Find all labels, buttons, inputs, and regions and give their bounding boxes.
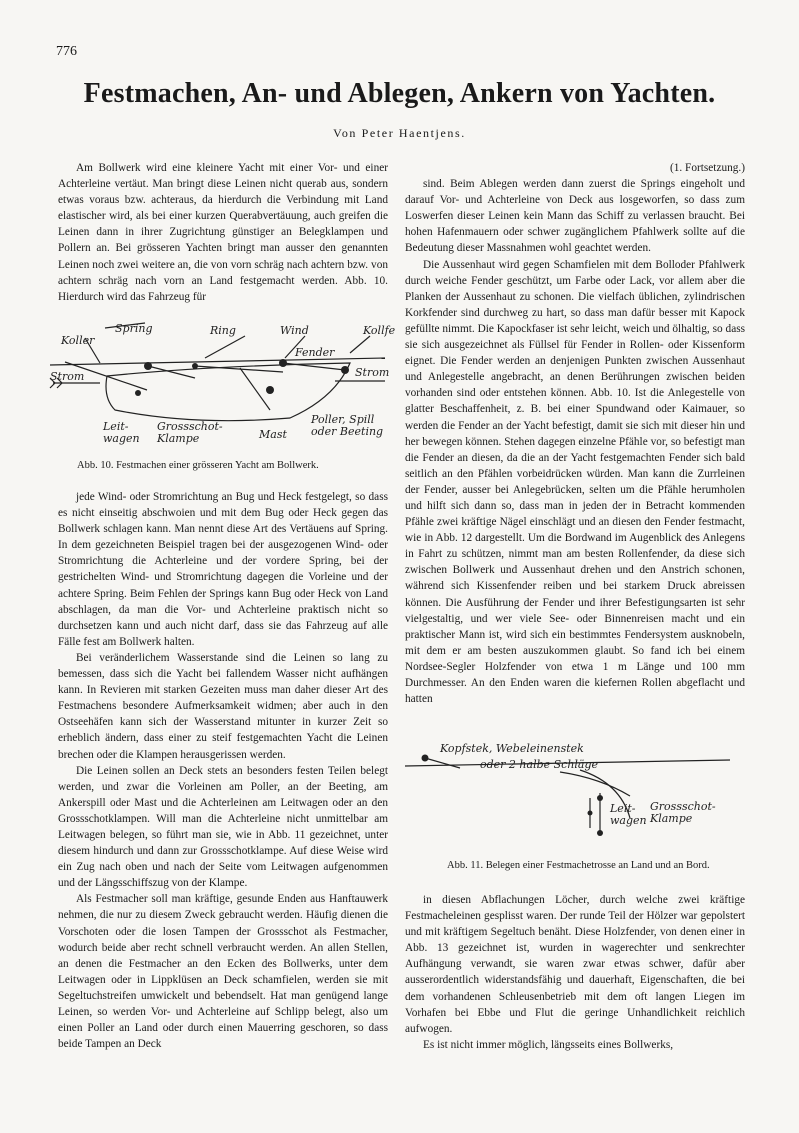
column-right-bottom: [405, 892, 745, 1053]
figure-10-caption: Abb. 10. Festmachen einer grösseren Yacht am Bollwerk.: [77, 460, 319, 471]
fig10-label-grossschot: Grossschot-Klampe: [157, 420, 223, 445]
fig10-label-mast: Mast: [259, 428, 287, 441]
fig10-label-leitwagen: Leit-wagen: [103, 420, 140, 445]
fig10-label-ring: Ring: [210, 324, 236, 337]
paragraph: jede Wind- oder Stromrichtung an Bug und Heck festgelegt, so dass es nicht einseitig abschwoien und mit dem Bug oder Heck gegen das Bollwerk schlagen kann. Man nennt diese Art des Vertäuens auf Spring. In dem gezeichneten Beispiel tragen bei der ausgezogenen Wind- oder Stromrichtung die Achterleine und der vordere Spring, bei der gestrichelten Wind- und Stromrichtung dagegen die Vorleine und der achtere Spring. Beim Fehlen der Springs kann Bug oder Heck von Land abschlagen, da man die Vor- und Achterleine praktisch nicht so durchsetzen kann und auch nicht darf, dass sie das Fahrzeug auf alle Fälle fest am Bollwerk halten.: [58, 491, 388, 648]
fig10-label-poller: Poller, Spill oder Beeting: [311, 413, 384, 438]
paragraph: Am Bollwerk wird eine kleinere Yacht mit einer Vor- und einer Achterleine vertäut. Man bringt diese Leinen nicht querab aus, sondern etwas voraus bzw. achteraus, da hierdurch die Verbindung mit Land elastischer wird, als bei einer kurzen Querabvertäuung, auch greifen die Leinen dann in ihrer Zugrichtung günstiger an Belegklampen und Pollern an. Bei grösseren Yachten bringt man ausser den genannten Leinen noch zwei weitere an, die von vorn schräg nach achtern bzw. von achtern schräg nach vorn an Land festgemacht werden. Abb. 10. Hierdurch wird das Fahrzeug für: [58, 162, 388, 303]
fig10-label-strom-right: Strom: [355, 366, 390, 379]
page-number: 776: [56, 44, 77, 59]
fig10-label-wind: Wind: [280, 324, 309, 337]
paragraph: Als Festmacher soll man kräftige, gesunde Enden aus Hanftauwerk nehmen, die nur zu diesem Zweck gebraucht werden. Häufig dienen die Vorschoten oder die losen Tampen der Grossschot als Festmacher, wodurch beide aber recht schnell verbraucht werden. An allen Stellen, an denen die Festmacher an den Ecken des Bollwerks, unter dem Leitwagen oder in Lippklüsen an Deck schamfielen, werden sie mit Segeltuchstreifen umwickelt und bebendselt. Hat man genügend lange Leinen, so werden Vor- und Achterleine auf Schlipp belegt, also um einen Poller an Land oder durch einen Mauerring geschoren, so dass beide Tampen an Deck: [58, 893, 388, 1051]
column-left-top: [58, 160, 388, 305]
paragraph: sind. Beim Ablegen werden dann zuerst die Springs eingeholt und darauf Vor- und Achterleine von Deck aus losgeworfen, so dass zum Loswerfen dieser Leinen kein Mann das Schiff zu verlassen braucht. Bei hohen Hafenmauern oder schwer zugänglichem Pfahlwerk sollte auf die Bedeutung dieser Massnahmen wohl geachtet werden.: [405, 178, 745, 255]
column-left-bottom: [58, 489, 388, 1052]
paragraph: Die Leinen sollen an Deck stets an besonders festen Teilen belegt werden, und zwar die Vorleinen am Poller, an der Beeting, am Ankerspill oder Mast und die Achterleinen am Leitwagen oder an den Grossschotklampen. Will man die Achterleine nicht unmittelbar am Leitwagen belegen, so führt man sie, wie in Abb. 11 gezeichnet, unter diesem hindurch und dann zur Grossschotklampe. Auf diese Weise wird ein Zug nach oben und nach der Seite vom Leitwagen aufgenommen und der Längsschiffszug von der Klampe.: [58, 764, 388, 890]
fig11-label-grossschot: Grossschot-Klampe: [650, 800, 716, 825]
article-title: Festmachen, An- und Ablegen, Ankern von Yachten.: [83, 78, 716, 109]
figure-11-caption: Abb. 11. Belegen einer Festmachetrosse an Land und an Bord.: [447, 860, 710, 871]
fig10-label-spring: Spring: [115, 322, 153, 335]
continuation-note: (1. Fortsetzung.): [670, 162, 745, 174]
fig10-label-koller-right: Kollfe: [363, 324, 395, 337]
figure-11: [400, 738, 760, 848]
figure-10-drawing: [45, 318, 395, 458]
paragraph: Es ist nicht immer möglich, längsseits eines Bollwerks,: [423, 1038, 674, 1051]
column-right-top: [405, 160, 745, 707]
fig11-label-schlaege: oder 2 halbe Schläge: [480, 758, 599, 771]
fig11-label-leitwagen: Leit-wagen: [610, 802, 647, 827]
article-author: Von Peter Haentjens.: [333, 126, 466, 140]
paragraph: Bei veränderlichem Wasserstande sind die Leinen so lang zu bemessen, dass sich die Yacht bei fallendem Wasser nicht aufhängen kann. In Revieren mit starken Gezeiten muss man daher dieser Art des Festmachens besondere Aufmerksamkeit widmen; aber auch in den Ostseehäfen kann sich der Wasserstand mitunter in kurzer Zeit so erheblich ändern, dass einer zu steif festgemachten Yacht die Leinen brechen oder die Klampen herausgerissen werden.: [58, 651, 388, 761]
fig11-label-kopfstek: Kopfstek, Webeleinenstek: [440, 742, 584, 755]
paragraph: in diesen Abflachungen Löcher, durch welche zwei kräftige Festmacheleinen gesplisst waren. Der runde Teil der Hölzer war gepolstert und mit kräftigem Segeltuch benäht. Diese Holzfender, von denen einer in Abb. 13 gezeichnet ist, wurden in wagerechter und senkrechter Aufhängung verwandt, sie waren zwar etwas schwer, dafür aber ausserordentlich widerstandsfähig und dauerhaft, Eigenschaften, die bei dem vorhandenen Schleusenbetrieb mit dem oft langen Liegen im Vorhafen bei Ebbe und Flut die geringe Unhandlichkeit reichlich aufwogen.: [405, 894, 745, 1035]
fig10-label-strom-left: Strom: [50, 370, 85, 383]
fig10-label-fender: Fender: [295, 346, 335, 359]
fig10-label-koller-left: Koller: [61, 334, 95, 347]
figure-11-drawing: [400, 738, 760, 848]
paragraph: Die Aussenhaut wird gegen Schamfielen mit dem Bolloder Pfahlwerk durch weiche Fender geschützt, um Farbe oder Lack, vor allem aber die Planken der Aussenhaut zu schonen. Die vielfach üblichen, zylindrischen Korkfender sind durchweg zu hart, so dass man dafür besser mit Kapock gefüllte nimmt. Die Kapockfaser ist sehr leicht, weich und ölhaltig, so dass sie sich ausgezeichnet als Füllsel für Fender in Rollen- oder Kissenform eignet. Die Fender werden an denjenigen Punkten zwischen Aussenhaut und Anlegestelle angebracht, an denen Berührungen zwischen beiden vorhanden sind oder entstehen können. Abb. 10. Ist die Anlegestelle von glatter Beschaffenheit, z. B. bei einer Spundwand oder Kaimauer, so werden die Fender an der Yacht befestigt, damit sie sich mit dieser hin und her bewegen können. Stehen dagegen einzelne Pfähle vor, so befestigt man die Fender an diesen, da die an der Yacht festgemachten Fender sich bald seitlich an den Pfählen vorbeidrücken würden. Man kann die Zurrleinen der Fender, ausser bei Anlegebrücken, selten um die Pfähle herumholen und hilft sich dann so, dass man in jeden der in Betracht kommenden Pfähle zwei kräftige Nägel einschlägt und an diesen den Fender festmacht, wie in Abb. 12 dargestellt. Um die Bordwand im Augenblick des Anlegens in Fahrt zu schützen, nimmt man am besten Rollenfender, da diese sich zwischen Bollwerk und Aussenhaut drehen und den Anstrich schonen, während sich Kissenfender reiben und bei starkem Druck abreissen können. Die Ausführung der Fender und ihrer Befestigungsarten ist sehr vielgestaltig, und wer viele See- oder Binnenreisen macht und ein praktischer Mann ist, wird sich ein bestimmtes Fendersystem ausknobeln, mit dem er am besten auszukommen glaubt. So fand ich bei einem Nordsee-Segler Holzfender von etwa 1 m Länge und 100 mm Durchmesser. An den Enden waren die kiefernen Rollen abgeflacht und hatten: [405, 258, 745, 706]
figure-10: [45, 318, 395, 458]
